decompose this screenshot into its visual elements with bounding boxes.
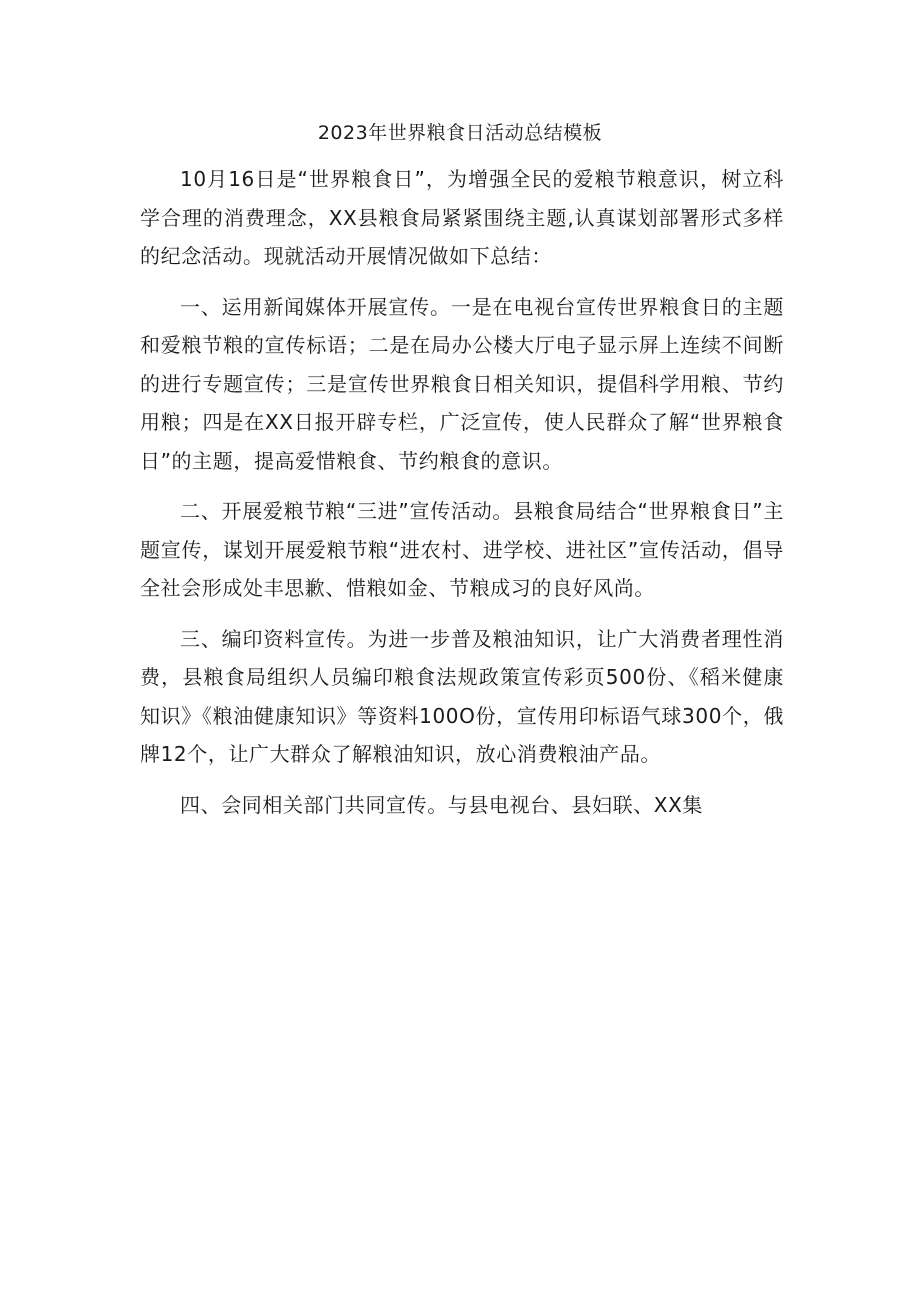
intro-paragraph: 10月16日是“世界粮食日”，为增强全民的爱粮节粮意识，树立科学合理的消费理念，XX县粮食局紧紧围绕主题,认真谋划部署形式多样的纪念活动。现就活动开展情况做如下总结：: [140, 167, 784, 268]
document-body: [140, 160, 784, 836]
document-title: 2023年世界粮食日活动总结模板: [317, 122, 603, 144]
section-2-paragraph: 二、开展爱粮节粮“三进”宣传活动。县粮食局结合“世界粮食日”主题宣传，谋划开展爱粮节粮“进农村、进学校、进社区”宣传活动，倡导全社会形成处丰思歉、惜粮如金、节粮成习的良好风尚。: [140, 499, 784, 600]
section-3-paragraph: 三、编印资料宣传。为进一步普及粮油知识，让广大消费者理性消费，县粮食局组织人员编印粮食法规政策宣传彩页500份、《稻米健康知识》《粮油健康知识》等资料100O份，宣传用印标语气球300个，俄牌12个，让广大群众了解粮油知识，放心消费粮油产品。: [140, 626, 784, 766]
section-1-paragraph: 一、运用新闻媒体开展宣传。一是在电视台宣传世界粮食日的主题和爱粮节粮的宣传标语；二是在局办公楼大厅电子显示屏上连续不间断的进行专题宣传；三是宣传世界粮食日相关知识，提倡科学用粮、节约用粮；四是在XX日报开辟专栏，广泛宣传，使人民群众了解“世界粮食日”的主题，提高爱惜粮食、节约粮食的意识。: [140, 294, 784, 473]
section-4-paragraph: 四、会同相关部门共同宣传。与县电视台、县妇联、XX集: [180, 792, 704, 817]
